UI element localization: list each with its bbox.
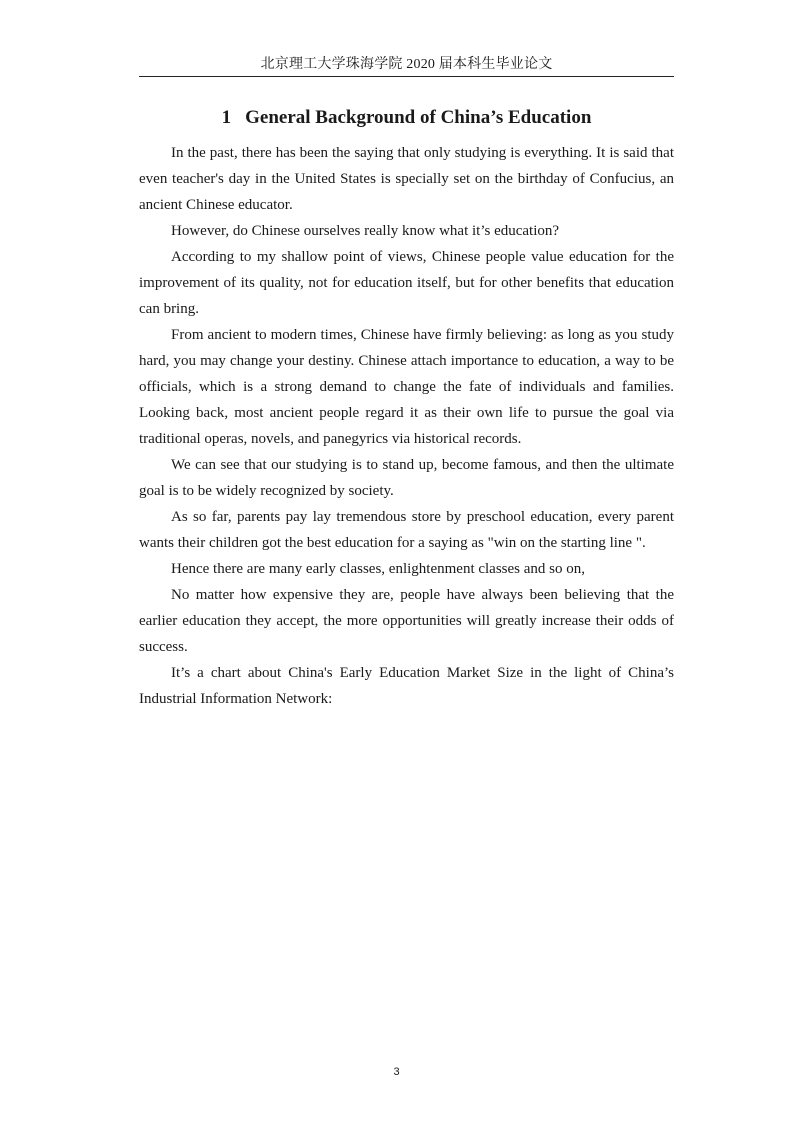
running-header: 北京理工大学珠海学院 2020 届本科生毕业论文 (260, 57, 553, 72)
paragraph: As so far, parents pay lay tremendous store by preschool education, every parent wants their children got the best education for a saying as "win on the starting line ". (139, 509, 674, 551)
paragraph: In the past, there has been the saying that only studying is everything. It is said that even teacher's day in the United States is specially set on the birthday of Confucius, an ancient Chinese educator. (139, 145, 674, 213)
header-divider (139, 76, 674, 77)
paragraph: However, do Chinese ourselves really know what it’s education? (171, 223, 560, 239)
paragraph: According to my shallow point of views, Chinese people value education for the improvement of its quality, not for education itself, but for other benefits that education can bring. (139, 249, 674, 317)
paragraph: Hence there are many early classes, enlightenment classes and so on, (171, 561, 586, 577)
body-text (139, 140, 674, 712)
paragraph: From ancient to modern times, Chinese have firmly believing: as long as you study hard, you may change your destiny. Chinese attach importance to education, a way to be officials, which is a strong demand to change the fate of individuals and families. Looking back, most ancient people regard it as their own life to pursue the goal via traditional operas, novels, and panegyrics via historical records. (139, 327, 674, 447)
chapter-title (139, 104, 674, 132)
paragraph: It’s a chart about China's Early Education Market Size in the light of China’s Industrial Information Network: (139, 665, 674, 707)
chapter-number: 1 (221, 107, 232, 128)
paragraph: No matter how expensive they are, people have always been believing that the earlier education they accept, the more opportunities will greatly increase their odds of success. (139, 587, 674, 655)
page-number: 3 (393, 1066, 400, 1078)
paragraph: We can see that our studying is to stand up, become famous, and then the ultimate goal is to be widely recognized by society. (139, 457, 674, 499)
chapter-title-text: General Background of China’s Education (245, 107, 592, 128)
